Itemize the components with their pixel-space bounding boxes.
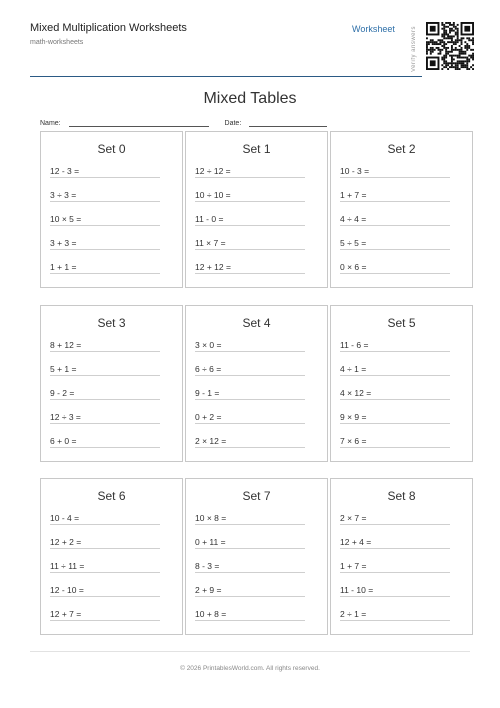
problem-answer-line[interactable]: 3 + 3 =: [50, 237, 160, 250]
problem-answer-line[interactable]: 11 - 10 =: [340, 584, 450, 597]
worksheet-title: Mixed Tables: [203, 90, 297, 107]
problem-set-card: [40, 131, 183, 288]
set-title: Set 4: [242, 316, 271, 330]
problem-answer-line[interactable]: 12 + 7 =: [50, 608, 160, 621]
problem-set-card: [185, 305, 328, 462]
problem-answer-line[interactable]: 1 + 1 =: [50, 261, 160, 274]
name-field[interactable]: [69, 117, 209, 127]
name-date-row: [40, 117, 327, 127]
problem-answer-line[interactable]: 11 × 7 =: [195, 237, 305, 250]
footer-divider: [30, 651, 470, 652]
problem-answer-line[interactable]: 11 ÷ 11 =: [50, 560, 160, 573]
problem-answer-line[interactable]: 12 - 3 =: [50, 165, 160, 178]
problem-answer-line[interactable]: 11 - 6 =: [340, 339, 450, 352]
problem-set-card: [185, 131, 328, 288]
date-field[interactable]: [249, 117, 327, 127]
problem-answer-line[interactable]: 11 - 0 =: [195, 213, 305, 226]
problem-answer-line[interactable]: 12 ÷ 12 =: [195, 165, 305, 178]
problem-set-card: [40, 478, 183, 635]
problem-answer-line[interactable]: 5 + 1 =: [50, 363, 160, 376]
set-title: Set 1: [242, 142, 271, 156]
problem-answer-line[interactable]: 2 + 9 =: [195, 584, 305, 597]
problem-answer-line[interactable]: 8 - 3 =: [195, 560, 305, 573]
problem-answer-line[interactable]: 2 ÷ 1 =: [340, 608, 450, 621]
name-label: Name:: [40, 120, 61, 127]
problem-answer-line[interactable]: 7 × 6 =: [340, 435, 450, 448]
problem-answer-line[interactable]: 6 + 0 =: [50, 435, 160, 448]
page-header: [30, 22, 470, 78]
verify-answers-label: Verify answers: [411, 26, 417, 73]
problem-answer-line[interactable]: 0 + 11 =: [195, 536, 305, 549]
problem-answer-line[interactable]: 2 × 12 =: [195, 435, 305, 448]
problem-answer-line[interactable]: 1 + 7 =: [340, 189, 450, 202]
problem-answer-line[interactable]: 3 × 0 =: [195, 339, 305, 352]
problem-answer-line[interactable]: 4 ÷ 4 =: [340, 213, 450, 226]
problem-answer-line[interactable]: 5 ÷ 5 =: [340, 237, 450, 250]
date-label: Date:: [224, 120, 242, 127]
problem-answer-line[interactable]: 4 ÷ 1 =: [340, 363, 450, 376]
problem-answer-line[interactable]: 9 × 9 =: [340, 411, 450, 424]
problem-set-card: [40, 305, 183, 462]
problem-set-card: [185, 478, 328, 635]
problem-answer-line[interactable]: 6 ÷ 6 =: [195, 363, 305, 376]
problem-answer-line[interactable]: 4 × 12 =: [340, 387, 450, 400]
site-title: Mixed Multiplication Worksheets: [30, 22, 187, 34]
problem-answer-line[interactable]: 1 + 7 =: [340, 560, 450, 573]
problem-answer-line[interactable]: 12 ÷ 3 =: [50, 411, 160, 424]
problem-answer-line[interactable]: 9 - 1 =: [195, 387, 305, 400]
problem-answer-line[interactable]: 10 - 4 =: [50, 512, 160, 525]
site-subtitle: math-worksheets: [30, 39, 84, 46]
set-title: Set 6: [97, 489, 126, 503]
problem-answer-line[interactable]: 8 + 12 =: [50, 339, 160, 352]
problem-answer-line[interactable]: 10 - 3 =: [340, 165, 450, 178]
set-title: Set 2: [387, 142, 416, 156]
problem-answer-line[interactable]: 12 + 2 =: [50, 536, 160, 549]
set-title: Set 8: [387, 489, 416, 503]
set-title: Set 3: [97, 316, 126, 330]
problem-answer-line[interactable]: 12 + 12 =: [195, 261, 305, 274]
problem-answer-line[interactable]: 12 + 4 =: [340, 536, 450, 549]
problem-set-card: [330, 305, 473, 462]
set-title: Set 5: [387, 316, 416, 330]
worksheet-link[interactable]: Worksheet: [352, 24, 395, 34]
problem-answer-line[interactable]: 9 - 2 =: [50, 387, 160, 400]
problem-answer-line[interactable]: 10 × 8 =: [195, 512, 305, 525]
set-title: Set 7: [242, 489, 271, 503]
problem-answer-line[interactable]: 0 × 6 =: [340, 261, 450, 274]
problem-answer-line[interactable]: 3 ÷ 3 =: [50, 189, 160, 202]
qr-code-icon[interactable]: [426, 17, 474, 75]
problem-answer-line[interactable]: 10 × 5 =: [50, 213, 160, 226]
problem-answer-line[interactable]: 10 ÷ 10 =: [195, 189, 305, 202]
problem-answer-line[interactable]: 2 × 7 =: [340, 512, 450, 525]
footer-copyright: © 2026 PrintablesWorld.com. All rights reserved.: [180, 665, 320, 672]
problem-set-card: [330, 478, 473, 635]
problem-answer-line[interactable]: 0 + 2 =: [195, 411, 305, 424]
problem-set-card: [330, 131, 473, 288]
problem-answer-line[interactable]: 10 + 8 =: [195, 608, 305, 621]
header-divider: [30, 76, 422, 77]
set-title: Set 0: [97, 142, 126, 156]
problem-answer-line[interactable]: 12 - 10 =: [50, 584, 160, 597]
